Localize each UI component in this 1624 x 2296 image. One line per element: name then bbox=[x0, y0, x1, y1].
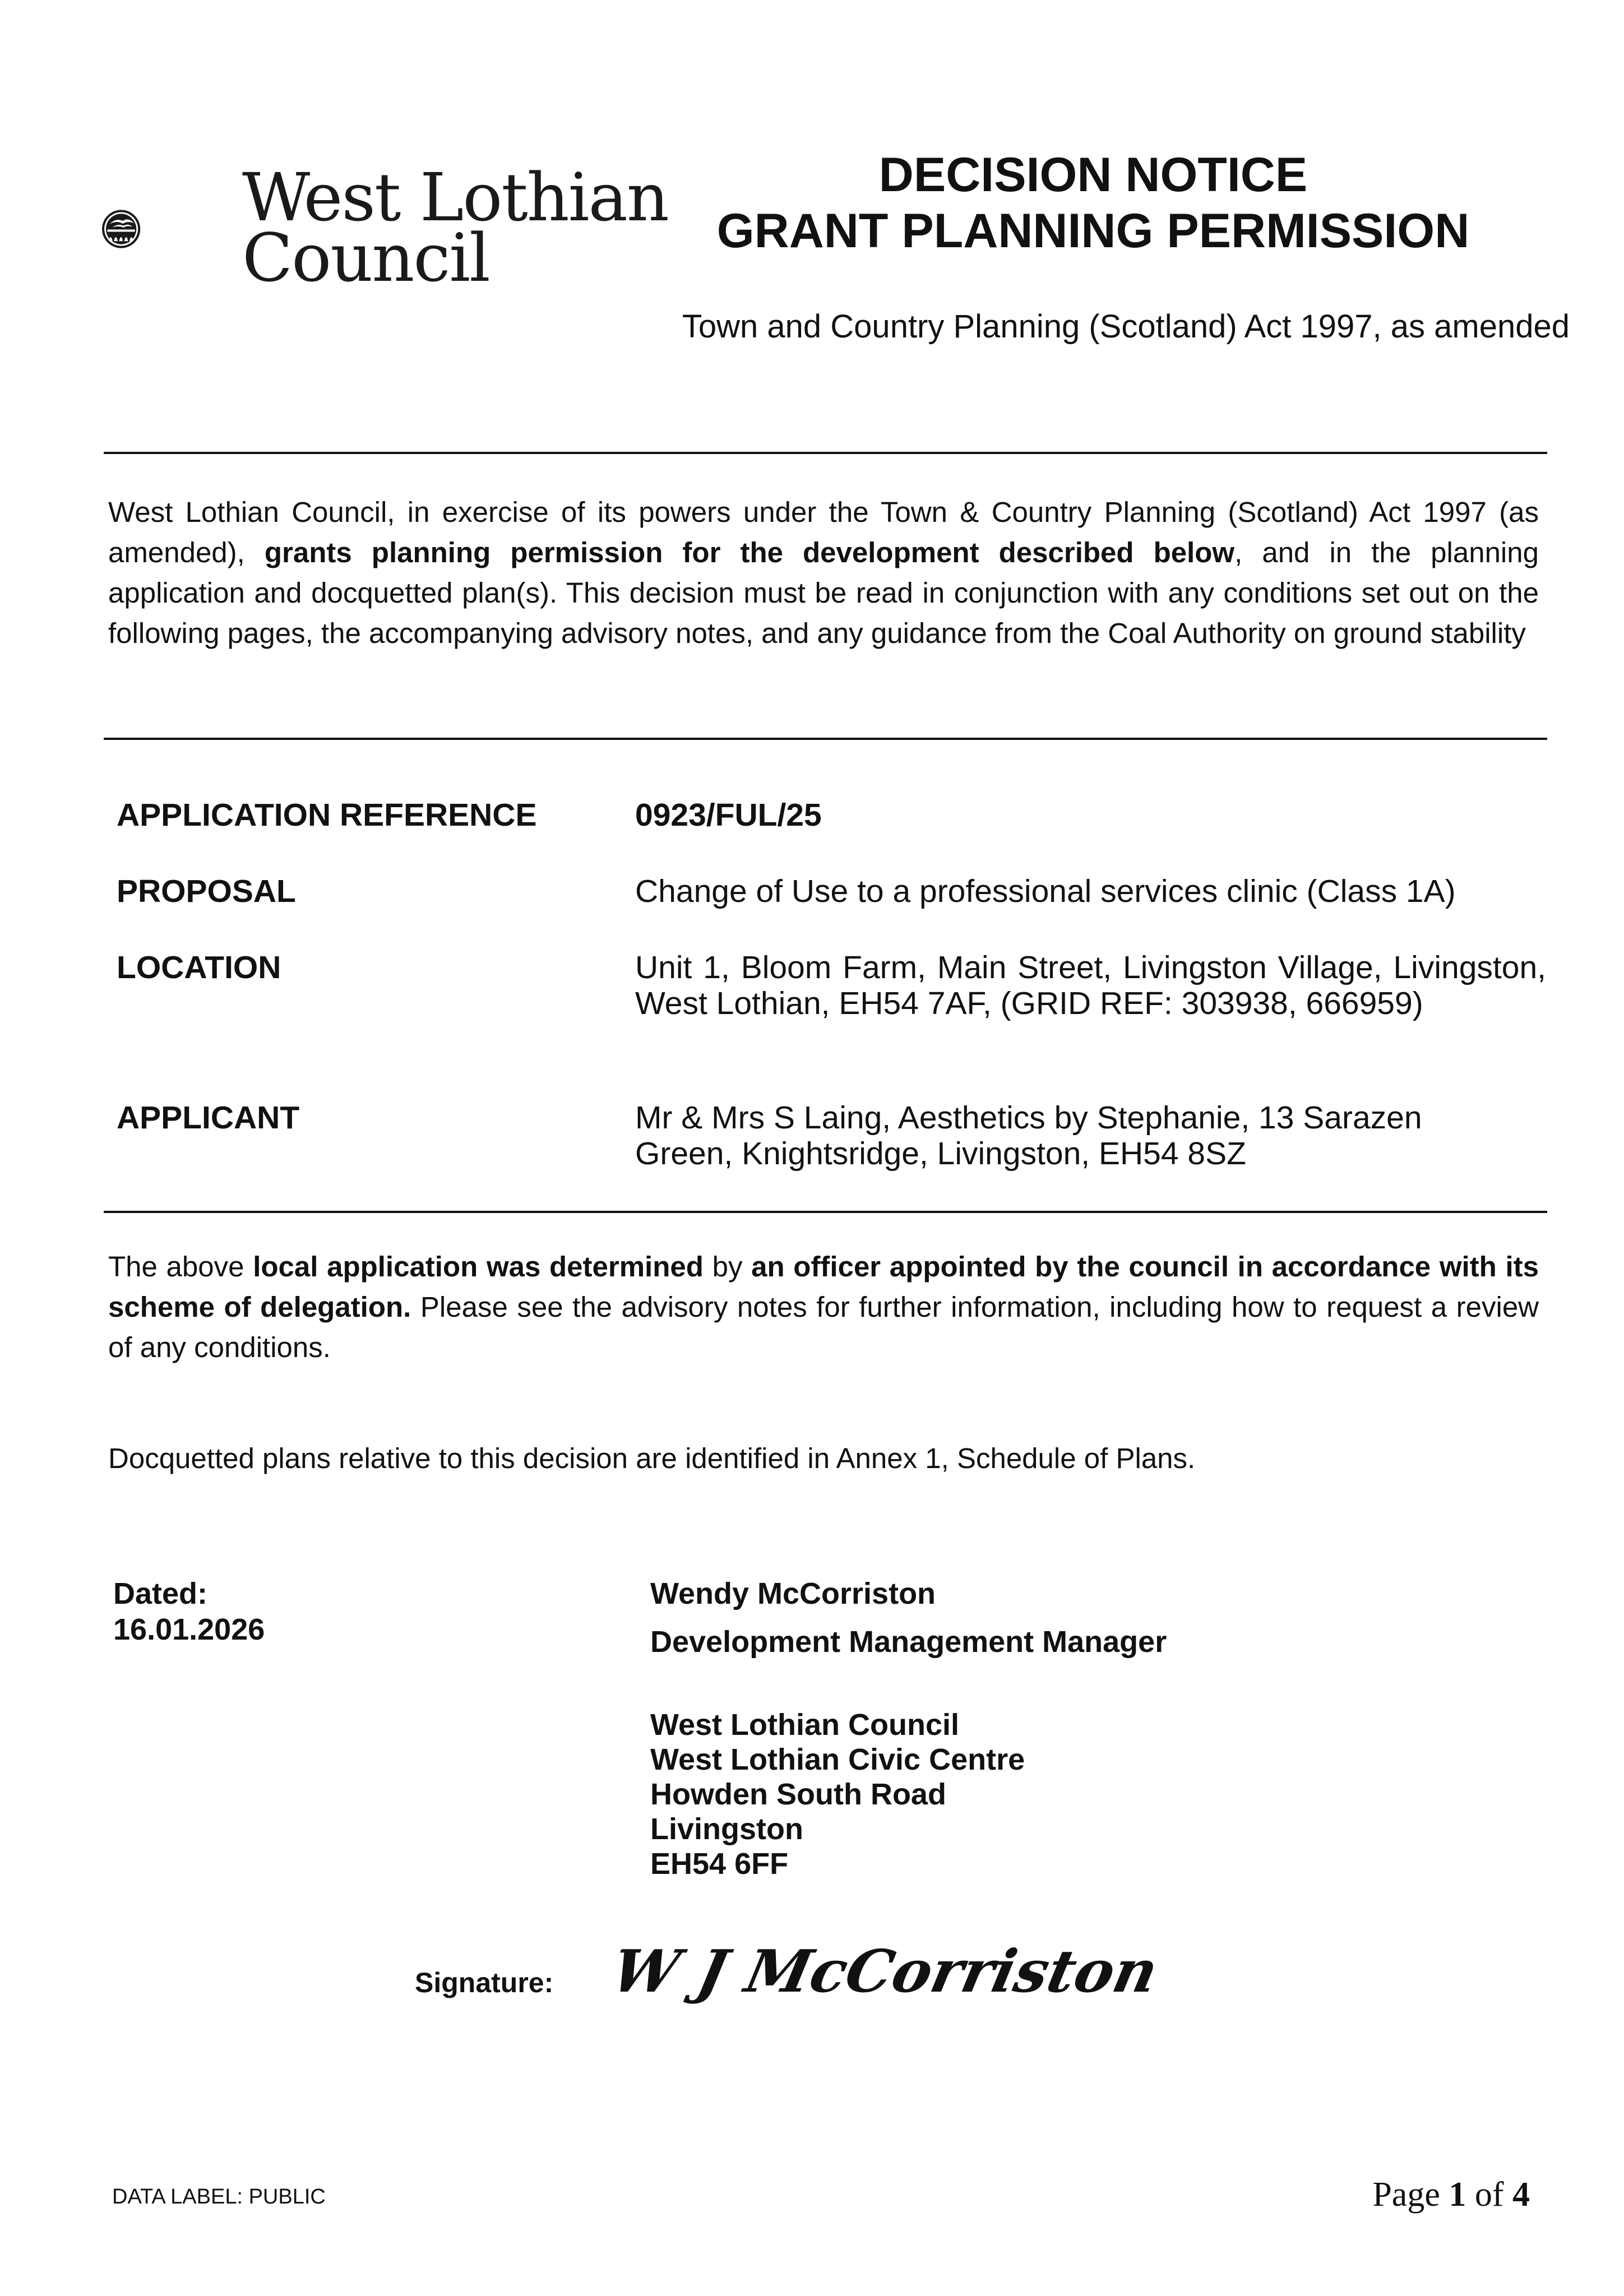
proposal-label: PROPOSAL bbox=[117, 873, 296, 909]
logo-line-2: Council bbox=[242, 219, 489, 297]
intro-text-1: West Lothian Council, in exercise of its powers under the Town & Country Planning (Scotland) Act 1997 (as amended), bbox=[108, 496, 1539, 568]
page-prefix: Page bbox=[1372, 2175, 1449, 2214]
applicant-value bbox=[635, 1100, 1546, 1172]
address-line-1: West Lothian Council bbox=[650, 1708, 959, 1742]
council-logo-emblem bbox=[101, 157, 247, 303]
notice-title: DECISION NOTICE bbox=[878, 148, 1308, 202]
legislation-reference: Town and Country Planning (Scotland) Act 1997, as amended bbox=[682, 308, 1570, 345]
signatory-name: Wendy McCorriston bbox=[650, 1577, 936, 1610]
logo-line-1: West Lothian bbox=[242, 159, 668, 236]
applicant-label: APPLICANT bbox=[117, 1100, 300, 1136]
address-line-4: Livingston bbox=[650, 1812, 803, 1846]
determination-bold-2: an officer appointed by the council in accordance with its scheme of delegation. bbox=[108, 1251, 1539, 1323]
location-value: Unit 1, Bloom Farm, Main Street, Livingston Village, Livingston, West Lothian, EH54 7AF, (GRID REF: 303938, 666959) bbox=[635, 950, 1546, 1021]
signatory-role: Development Management Manager bbox=[650, 1625, 1167, 1659]
address-line-3: Howden South Road bbox=[650, 1777, 946, 1811]
location-label: LOCATION bbox=[117, 950, 281, 985]
signature-text: W J McCorriston bbox=[605, 1937, 1164, 2006]
signature-label: Signature: bbox=[415, 1967, 554, 1998]
page-current: 1 bbox=[1449, 2175, 1466, 2214]
applicant-line-2: Green, Knightsridge, Livingston, EH54 8SZ bbox=[635, 1136, 1246, 1172]
notice-subtitle-grant: GRANT PLANNING PERMISSION bbox=[716, 204, 1470, 258]
dated-label: Dated: bbox=[113, 1577, 208, 1610]
data-label: DATA LABEL: PUBLIC bbox=[112, 2185, 326, 2209]
application-reference-value: 0923/FUL/25 bbox=[635, 797, 822, 833]
divider-1 bbox=[104, 452, 1547, 454]
handwritten-signature bbox=[605, 1931, 1164, 2015]
application-reference-label: APPLICATION REFERENCE bbox=[117, 797, 537, 833]
dated-value: 16.01.2026 bbox=[113, 1613, 265, 1646]
divider-2 bbox=[104, 738, 1547, 740]
page-of: of bbox=[1466, 2175, 1512, 2214]
plans-note: Docquetted plans relative to this decision are identified in Annex 1, Schedule of Plans. bbox=[108, 1442, 1196, 1474]
page-number bbox=[1372, 2175, 1530, 2215]
page-total: 4 bbox=[1512, 2175, 1530, 2214]
determination-bold-1: local application was determined bbox=[253, 1251, 704, 1283]
applicant-line-1: Mr & Mrs S Laing, Aesthetics by Stephanie, 13 Sarazen bbox=[635, 1100, 1422, 1136]
determination-text-3: Please see the advisory notes for further information, including how to request a review of any conditions. bbox=[108, 1291, 1539, 1363]
council-address bbox=[650, 1707, 1025, 1881]
council-logo-text bbox=[242, 159, 668, 297]
proposal-value: Change of Use to a professional services clinic (Class 1A) bbox=[635, 873, 1456, 909]
determination-paragraph bbox=[108, 1247, 1539, 1368]
address-line-5: EH54 6FF bbox=[650, 1847, 789, 1881]
divider-3 bbox=[104, 1211, 1547, 1213]
determination-text-2: by bbox=[703, 1251, 752, 1283]
intro-paragraph bbox=[108, 492, 1539, 654]
intro-text-2: , and in the planning application and docquetted plan(s). This decision must be read in conjunction with any conditions set out on the following pages, the accompanying advisory notes, and any guidance from the Coal Authority on ground stability bbox=[108, 536, 1539, 649]
address-line-2: West Lothian Civic Centre bbox=[650, 1743, 1025, 1776]
intro-text-bold: grants planning permission for the development described below bbox=[264, 536, 1235, 568]
determination-text-1: The above bbox=[108, 1251, 253, 1283]
